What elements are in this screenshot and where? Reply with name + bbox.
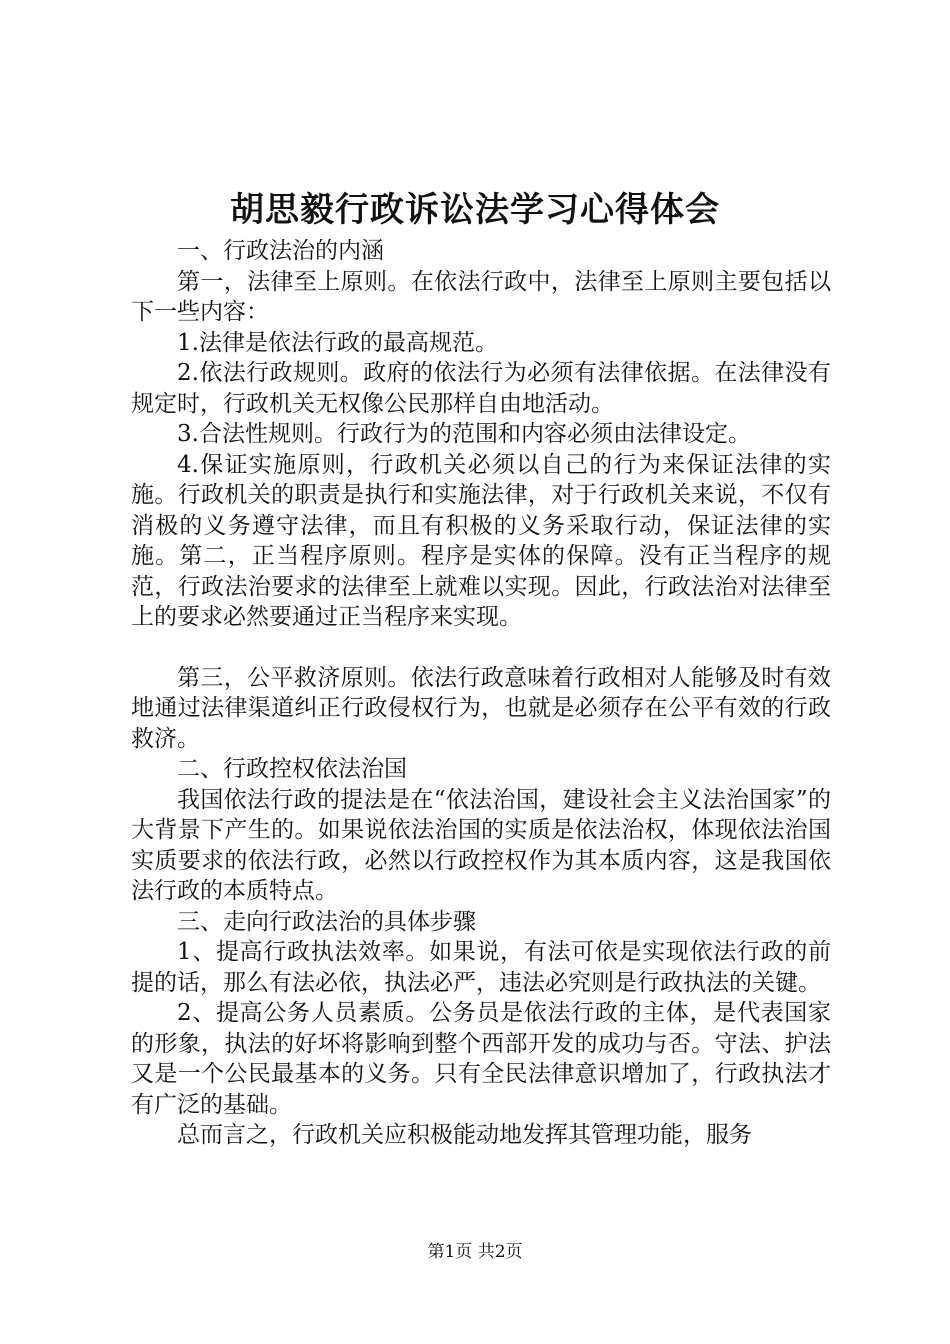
paragraph-conclusion: 总而言之，行政机关应积极能动地发挥其管理功能，服务 [177, 1122, 752, 1148]
document-title: 胡思毅行政诉讼法学习心得体会 [230, 190, 720, 230]
section-heading-3: 三、走向行政法治的具体步骤 [177, 908, 476, 935]
page-footer: 第1页 共2页 [427, 1242, 523, 1262]
list-item-3: 3.合法性规则。行政行为的范围和内容必须由法律设定。 [177, 421, 751, 447]
step-item-2: 2、提高公务人员素质。公务员是依法行政的主体，是代表国家的形象，执法的好坏将影响到整个西部开发的成功与否。守法、护法又是一个公民最基本的义务。只有全民法律意识增加了，行政执法才有广泛的基础。 [131, 1000, 831, 1118]
paragraph-principle-1: 第一，法律至上原则。在依法行政中，法律至上原则主要包括以下一些内容： [131, 268, 831, 325]
list-item-1: 1.法律是依法行政的最高规范。 [177, 329, 498, 356]
list-item-2: 2.依法行政规则。政府的依法行为必须有法律依据。在法律没有规定时，行政机关无权像公民那样自由地活动。 [131, 360, 831, 417]
section-heading-2: 二、行政控权依法治国 [177, 756, 407, 782]
paragraph-principle-3: 第三，公平救济原则。依法行政意味着行政相对人能够及时有效地通过法律渠道纠正行政侵权行为，也就是必须存在公平有效的行政救济。 [131, 664, 831, 752]
step-item-1: 1、提高行政执法效率。如果说，有法可依是实现依法行政的前提的话，那么有法必依，执法必严，违法必究则是行政执法的关键。 [131, 939, 831, 996]
list-item-4: 4.保证实施原则，行政机关必须以自己的行为来保证法律的实施。行政机关的职责是执行和实施法律，对于行政机关来说，不仅有消极的义务遵守法律，而且有积极的义务采取行动，保证法律的实施。第二，正当程序原则。程序是实体的保障。没有正当程序的规范，行政法治要求的法律至上就难以实现。因此，行政法治对法律至上的要求必然要通过正当程序来实现。 [131, 451, 831, 630]
section-heading-1: 一、行政法治的内涵 [177, 238, 384, 264]
paragraph-rule-of-law: 我国依法行政的提法是在“依法治国，建设社会主义法治国家”的大背景下产生的。如果说依法治国的实质是依法治权，体现依法治国实质要求的依法行政，必然以行政控权作为其本质内容，这是我国依法行政的本质特点。 [131, 786, 831, 904]
document-body [131, 236, 831, 1151]
